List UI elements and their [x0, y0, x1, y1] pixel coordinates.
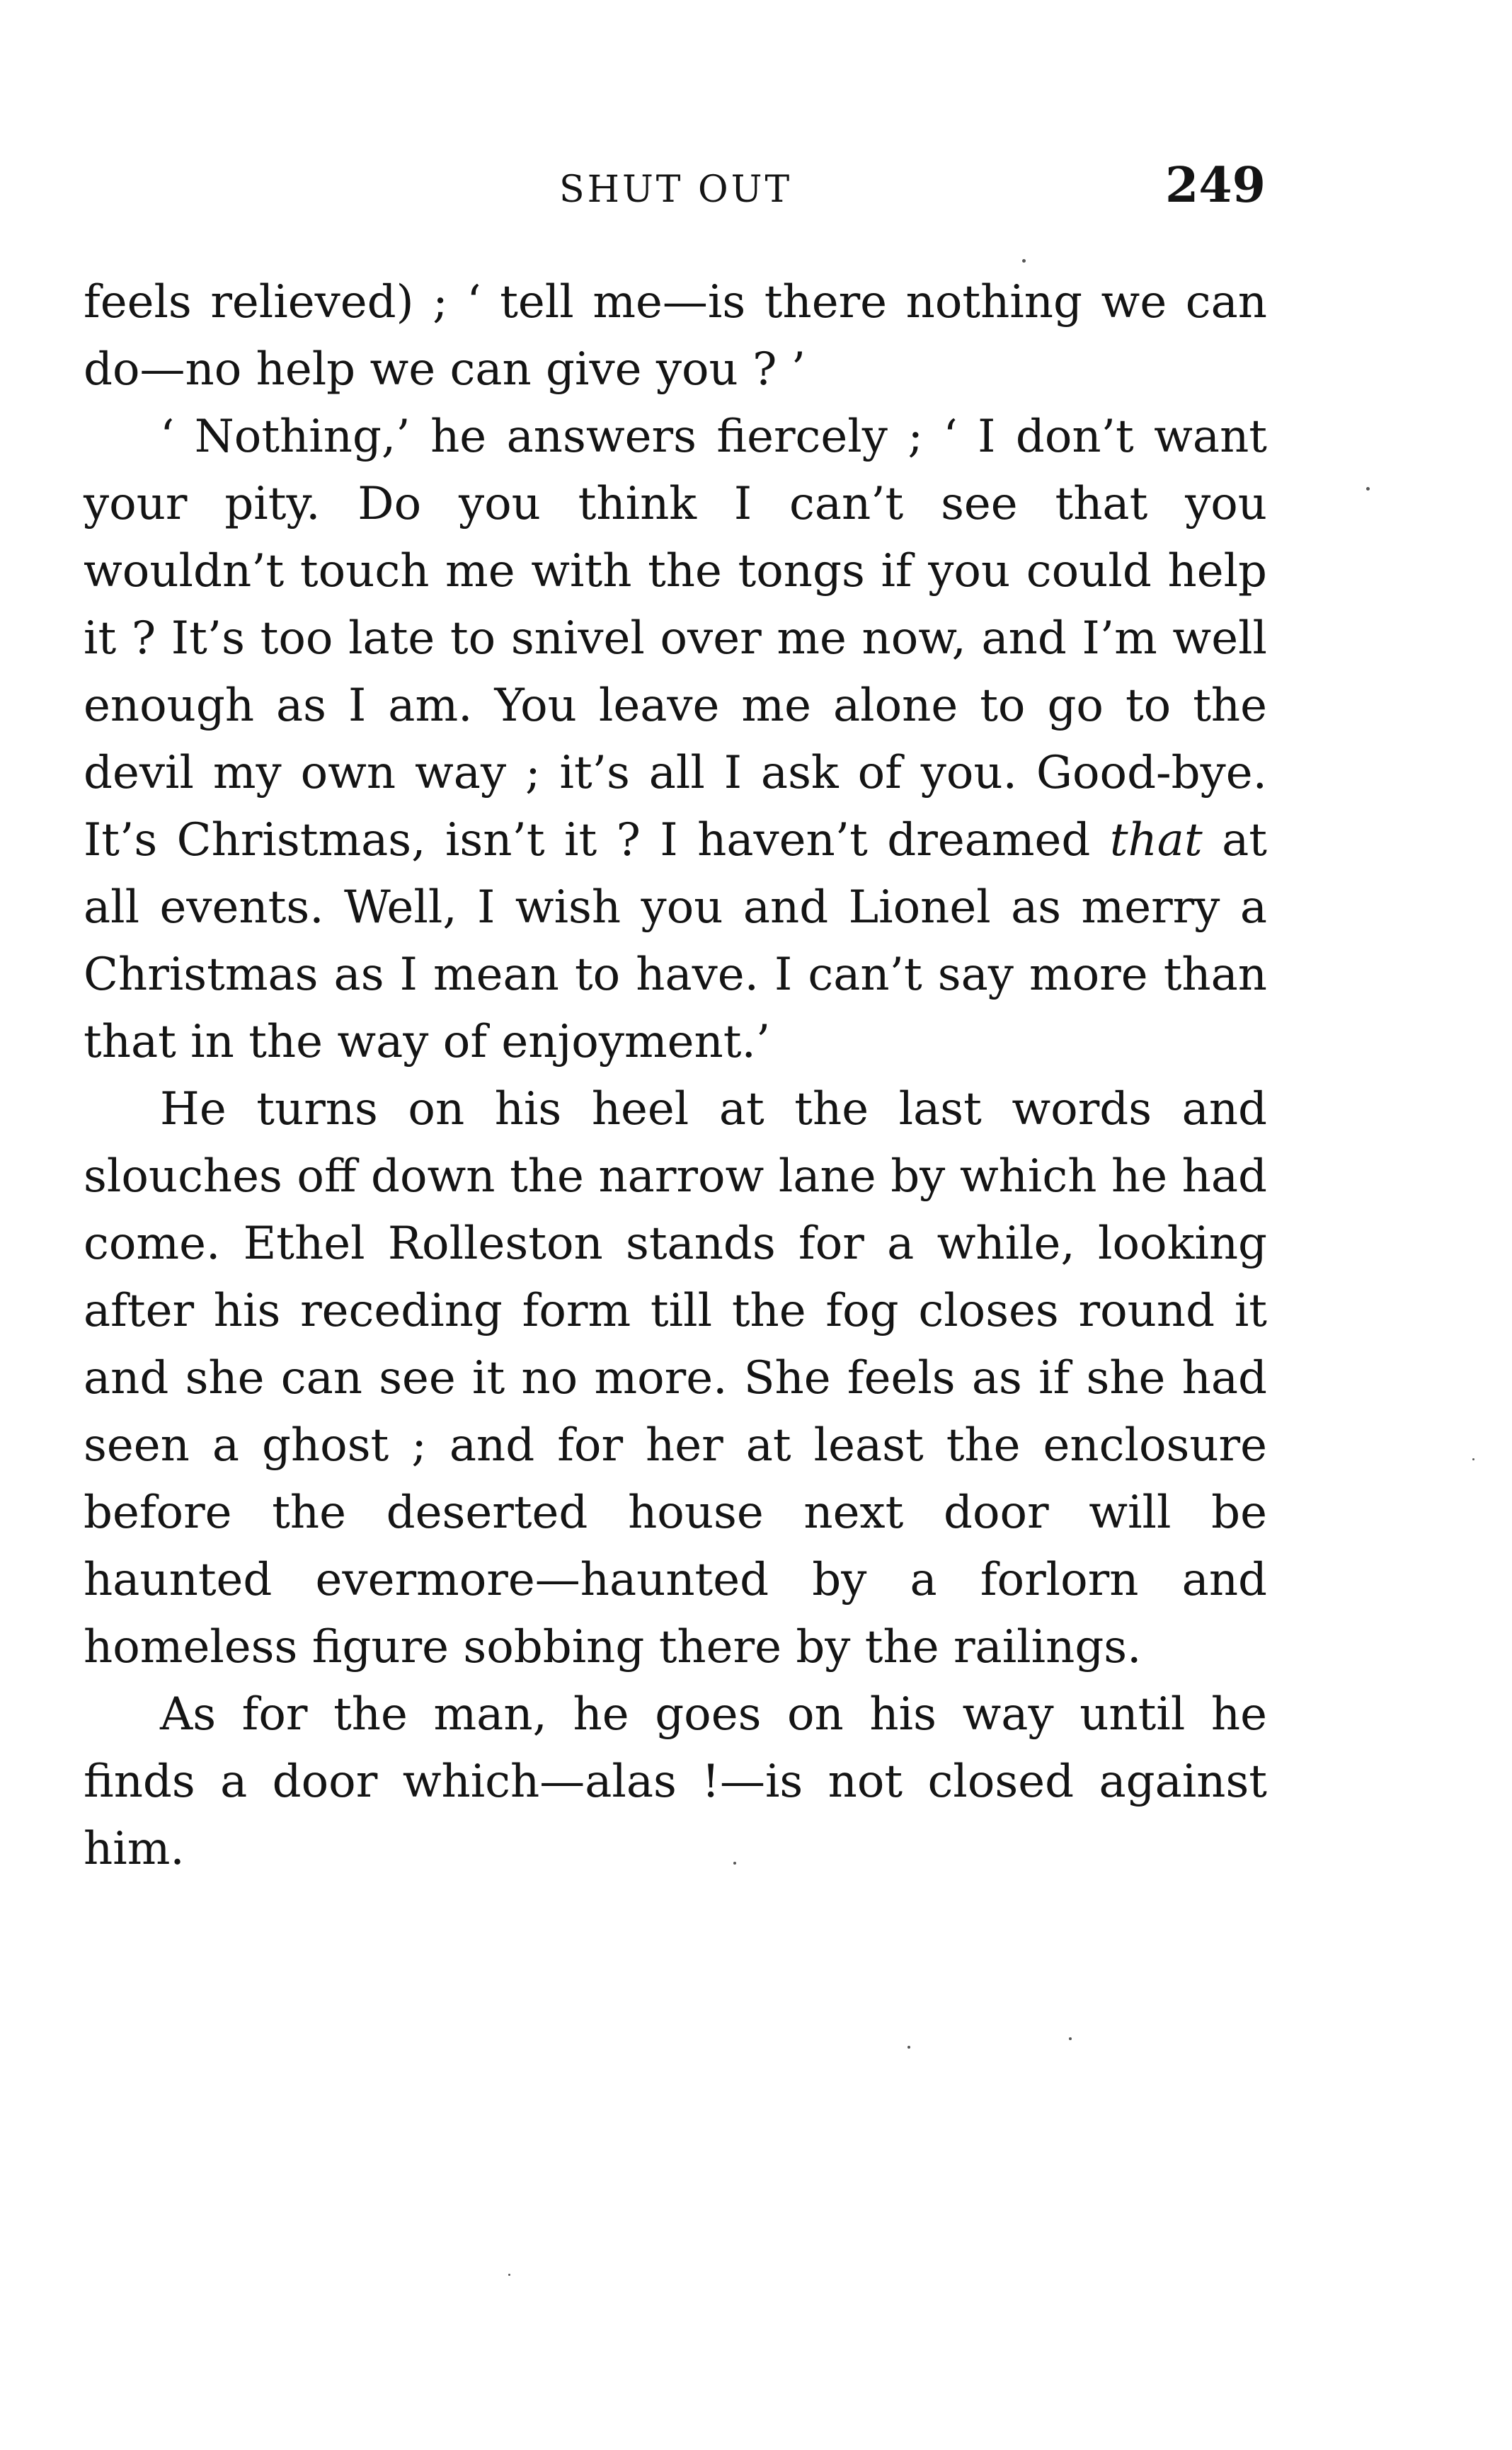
page-number: 249: [1165, 157, 1266, 214]
paragraph-dialogue-text-b: at all events. Well, I wish you and Lionel as merry a Christmas as I mean to have. I can’t say more than that in the way of enjoyment.’: [84, 814, 1268, 1068]
scan-speck: [907, 2046, 910, 2049]
scan-speck: [1022, 259, 1026, 263]
italic-emphasis: that: [1109, 814, 1203, 866]
paragraph-narration: He turns on his heel at the last words and slouches off down the narrow lane by which he had come. Ethel Rolleston stands for a while, looking after his receding form till the fog closes round it and she can see it no more. She feels as if she had seen a ghost ; and for her at least the enclosure before the deserted house next door will be haunted evermore—haunted by a forlorn and homeless figure sobbing there by the railings.: [84, 1083, 1267, 1673]
body-text: [84, 269, 1267, 1883]
scan-speck: [508, 2274, 510, 2276]
paragraph-dialogue: [84, 403, 1267, 1076]
running-title: SHUT OUT: [559, 168, 793, 211]
paragraph-continued: feels relieved) ; ‘ tell me—is there nothing we can do—no help we can give you ? ’: [84, 276, 1267, 396]
scan-speck: [1069, 2037, 1072, 2040]
running-head: [0, 157, 1512, 218]
scan-speck: [1472, 1458, 1474, 1460]
scan-speck: [1366, 487, 1370, 491]
paragraph-dialogue-text-a: ‘ Nothing,’ he answers fiercely ; ‘ I don’t want your pity. Do you think I can’t see that you wouldn’t touch me with the tongs if you could help it ? It’s too late to snivel over me now, and I’m well enough as I am. You leave me alone to go to the devil my own way ; it’s all I ask of you. Good-bye. It’s Christmas, isn’t it ? I haven’t dreamed: [84, 411, 1267, 866]
scan-speck: [733, 1862, 736, 1865]
paragraph-closing: As for the man, he goes on his way until he finds a door which—alas !—is not closed against him.: [84, 1688, 1267, 1875]
